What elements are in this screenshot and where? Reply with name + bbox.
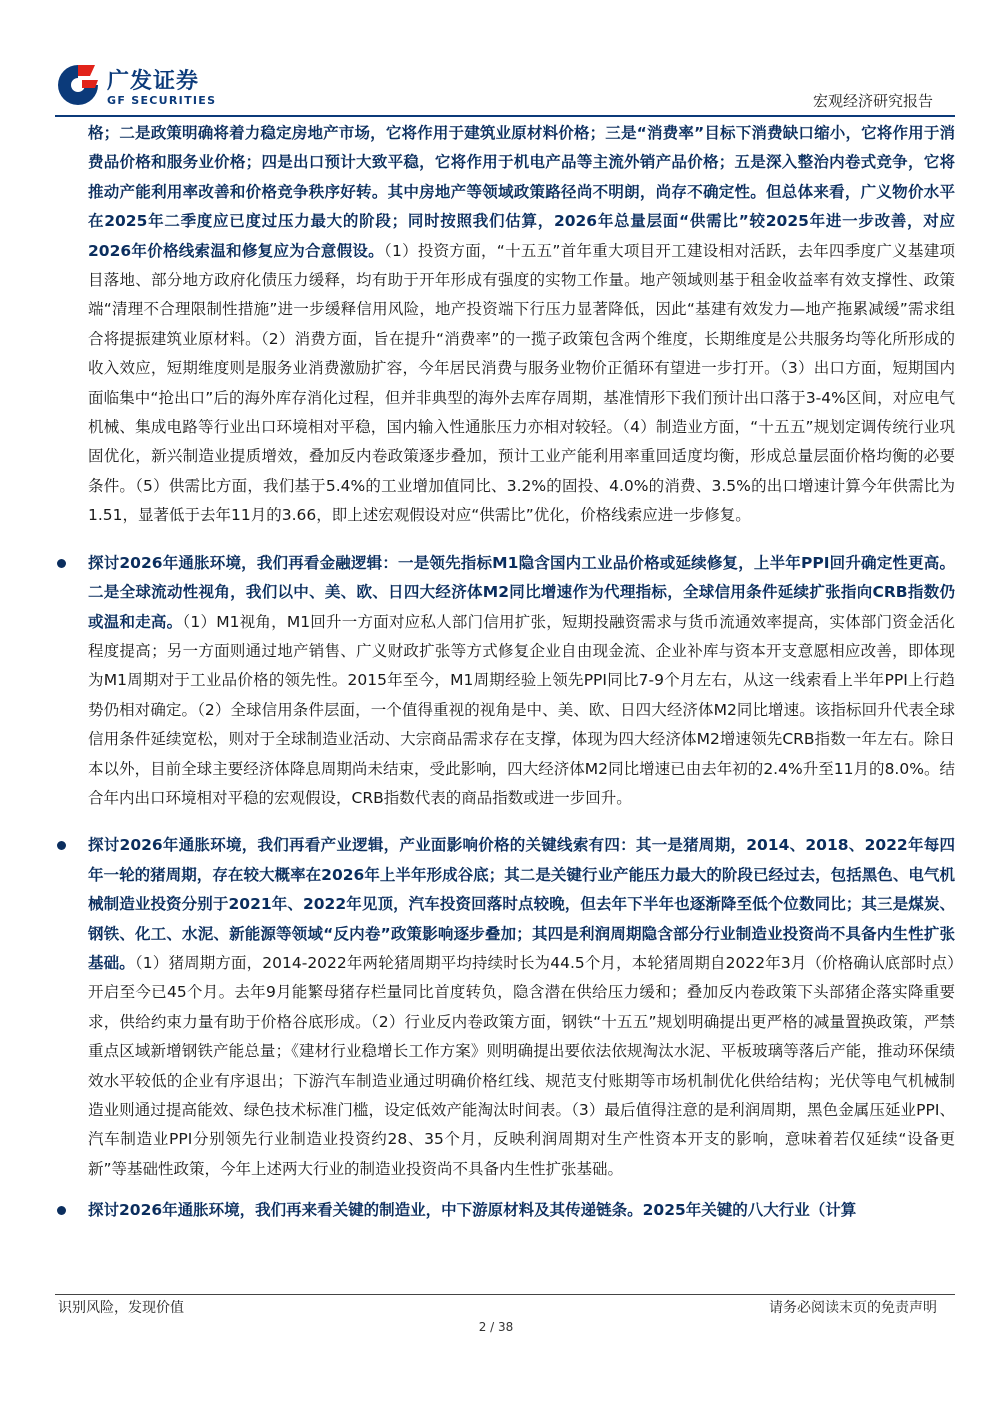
continuation-text: （1）投资方面，“十五五”首年重大项目开工建设相对活跃，去年四季度广义基建项目落地、部分地方政府化债压力缓释，均有助于开年形成有强度的实物工作量。地产领域则基于租金收益率有效支撑性、政策端“清理不合理限制性措施”进一步缓释信用风险，地产投资端下行压力显著降低，因此“基建有效发力—地产拖累减缓”需求组合将提振建筑业原材料。（2）消费方面，旨在提升“消费率”的一揽子政策包含两个维度，长期维度是公共服务均等化所形成的收入效应，短期维度则是服务业消费激励扩容，今年居民消费与服务业物价正循环有望进一步打开。（3）出口方面，短期国内面临集中“抢出口”后的海外库存消化过程，但并非典型的海外去库存周期，基准情形下我们预计出口落于3-4%区间，对应电气机械、集成电路等行业出口环境相对平稳，国内输入性通胀压力亦相对较轻。（4）制造业方面，“十五五”规划定调传统行业巩固优化，新兴制造业提质增效，叠加反内卷政策逐步叠加，预计工业产能利用率重回适度均衡，形成总量层面价格均衡的必要条件。（5）供需比方面，我们基于5.4%的工业增加值同比、3.2%的固投、4.0%的消费、3.5%的出口增速计算今年供需比为1.51，显著低于去年11月的3.66，即上述宏观假设对应“供需比”优化，价格线索应进一步修复。 [88,241,955,525]
page-header [55,62,955,114]
header-divider [55,115,955,117]
report-body [88,119,955,1226]
bullet-icon [57,559,66,568]
bullet-body-text: （1）猪周期方面，2014-2022年两轮猪周期平均持续时长为44.5个月，本轮猪周期自2022年3月（价格确认底部时点）开启至今已45个月。去年9月能繁母猪存栏量同比首度转负，隐含潜在供给压力缓和；叠加反内卷政策下头部猪企落实降重要求，供给约束力量有助于价格谷底形成。（2）行业反内卷政策方面，钢铁“十五五”规划明确提出更严格的减量置换政策，严禁重点区域新增钢铁产能总量；《建材行业稳增长工作方案》则明确提出要依法依规淘汰水泥、平板玻璃等落后产能，推动环保绩效水平较低的企业有序退出；下游汽车制造业通过明确价格红线、规范支付账期等市场机制优化供给结构；光伏等电气机械制造业则通过提高能效、绿色技术标准门槛，设定低效产能淘汰时间表。（3）最后值得注意的是利润周期，黑色金属压延业PPI、汽车制造业PPI分别领先行业制造业投资约28、35个月，反映利润周期对生产性资本开支的影响，意味着若仅延续“设备更新”等基础性政策，今年上述两大行业的制造业投资尚不具备内生性扩张基础。 [88,953,955,1178]
bullet-paragraph-industry [88,831,955,1184]
bullet-icon [57,841,66,850]
bullet-text [88,1196,955,1225]
gf-logo-icon [55,62,101,108]
continuation-paragraph [88,119,955,531]
bullet-bold-text: 探讨2026年通胀环境，我们再看产业逻辑，产业面影响价格的关键线索有四：其一是猪周期，2014、2018、2022年每四年一轮的猪周期，存在较大概率在2026年上半年形成谷底；其二是关键行业产能压力最大的阶段已经过去，包括黑色、电气机械制造业投资分别于2021年、2022年见顶，汽车投资回落时点较晚，但去年下半年也逐渐降至低个位数同比；其三是煤炭、钢铁、化工、水泥、新能源等领域“反内卷”政策影响逐步叠加；其四是利润周期隐含部分行业制造业投资尚不具备内生性扩张基础。 [88,836,955,972]
bullet-text [88,831,955,1184]
bullet-paragraph-manufacturing [88,1196,955,1225]
bullet-text [88,549,955,814]
report-type: 宏观经济研究报告 [812,92,933,110]
logo-chinese-name: 广发证券 [107,69,200,94]
footer-divider [55,1294,955,1295]
page-number: 2 / 38 [478,1320,514,1334]
continuation-bold-text: 格；二是政策明确将着力稳定房地产市场，它将作用于建筑业原材料价格；三是“消费率”目标下消费缺口缩小，它将作用于消费品价格和服务业价格；四是出口预计大致平稳，它将作用于机电产品等主流外销产品价格；五是深入整治内卷式竞争，它将推动产能利用率改善和价格竞争秩序好转。其中房地产等领域政策路径尚不明朗，尚存不确定性。但总体来看，广义物价水平在2025年二季度应已度过压力最大的阶段；同时按照我们估算，2026年总量层面“供需比”较2025年进一步改善，对应2026年价格线索温和修复应为合意假设。 [88,124,955,260]
bullet-paragraph-finance [88,549,955,814]
bullet-body-text: （1）M1视角，M1回升一方面对应私人部门信用扩张，短期投融资需求与货币流通效率提高，实体部门资金活化程度提高；另一方面则通过地产销售、广义财政扩张等方式修复企业自由现金流、企业补库与资本开支意愿相应改善，即体现为M1周期对于工业品价格的领先性。2015年至今，M1周期经验上领先PPI同比7-9个月左右，从这一线索看上半年PPI上行趋势仍相对确定。（2）全球信用条件层面，一个值得重视的视角是中、美、欧、日四大经济体M2同比增速。该指标回升代表全球信用条件延续宽松，则对于全球制造业活动、大宗商品需求存在支撑，体现为四大经济体M2增速领先CRB指数一年左右。除日本以外，目前全球主要经济体降息周期尚未结束，受此影响，四大经济体M2同比增速已由去年初的2.4%升至11月的8.0%。结合年内出口环境相对平稳的宏观假设，CRB指数代表的商品指数或进一步回升。 [88,612,955,807]
logo-english-name: GF SECURITIES [107,94,217,107]
footer-slogan: 识别风险，发现价值 [58,1300,184,1316]
bullet-icon [57,1206,66,1215]
bullet-bold-text: 探讨2026年通胀环境，我们再来看关键的制造业，中下游原材料及其传递链条。2025年关键的八大行业（计算 [88,1201,857,1220]
footer-disclaimer-note: 请务必阅读末页的免责声明 [769,1300,937,1316]
bullet-bold-text: 探讨2026年通胀环境，我们再看金融逻辑：一是领先指标M1隐含国内工业品价格或延续修复，上半年PPI回升确定性更高。二是全球流动性视角，我们以中、美、欧、日四大经济体M2同比增速作为代理指标，全球信用条件延续扩张指向CRB指数仍或温和走高。 [88,553,955,631]
